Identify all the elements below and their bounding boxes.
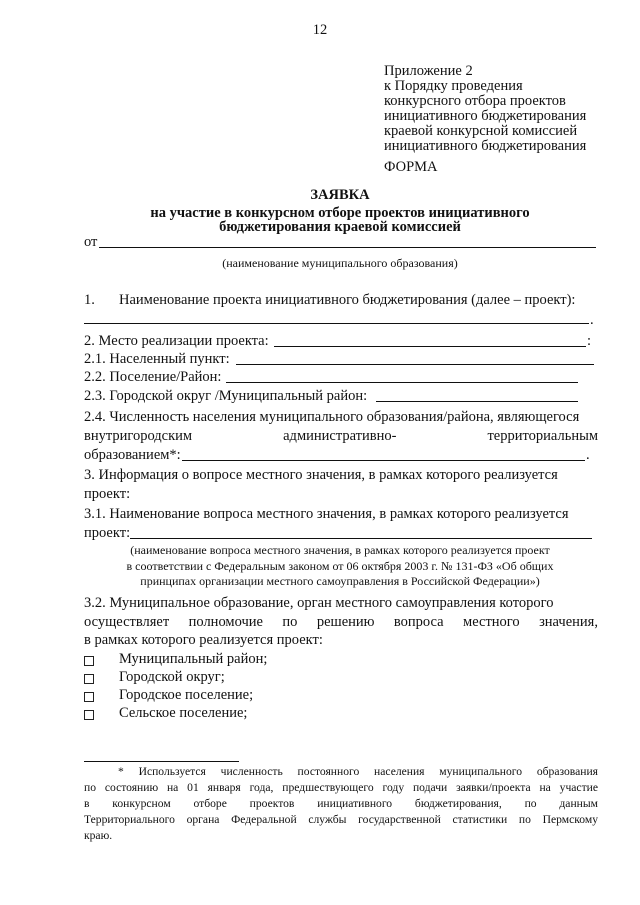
page-number: 12 bbox=[312, 22, 328, 38]
appendix-line: краевой конкурсной комиссией bbox=[384, 123, 578, 139]
option-label: Городское поселение; bbox=[119, 687, 254, 703]
word: по bbox=[282, 614, 298, 630]
issue-caption-line3: принципах организации местного самоуправления в Российской Федерации») bbox=[140, 574, 540, 588]
appendix-line: конкурсного отбора проектов bbox=[384, 93, 566, 109]
project-name-label: Наименование проекта инициативного бюджетирования (далее – проект): bbox=[119, 292, 576, 308]
issue-name-field[interactable] bbox=[130, 538, 592, 539]
document-subtitle: бюджетирования краевой комиссией bbox=[219, 219, 461, 235]
city-district-label: 2.3. Городской округ /Муниципальный район: bbox=[84, 388, 368, 404]
appendix-line: инициативного бюджетирования bbox=[384, 108, 587, 124]
line-end-mark: : bbox=[587, 333, 592, 349]
population-label-line3: образованием*: bbox=[84, 447, 181, 463]
word: осуществляет bbox=[84, 614, 170, 630]
appendix-line: инициативного бюджетирования bbox=[384, 138, 587, 154]
project-name-field[interactable] bbox=[84, 323, 589, 324]
issue-caption-line1: (наименование вопроса местного значения, в рамках которого реализуется проект bbox=[130, 543, 550, 557]
footnote-line: * Используется численность постоянного населения муниципального образования bbox=[118, 765, 598, 778]
line-end-mark: . bbox=[586, 447, 590, 463]
checkbox-urban-settlement[interactable] bbox=[84, 692, 94, 702]
footnote-line: по состоянию на 01 января года, предшествующего году подачи заявки/проекта на участие bbox=[84, 781, 598, 794]
from-label: от bbox=[84, 234, 98, 250]
city-district-field[interactable] bbox=[376, 401, 578, 402]
municipality-name-field[interactable] bbox=[99, 247, 596, 248]
option-label: Сельское поселение; bbox=[119, 705, 248, 721]
word: полномочие bbox=[188, 614, 263, 630]
issue-name-label: 3.1. Наименование вопроса местного значения, в рамках которого реализуется bbox=[84, 506, 569, 522]
population-label: 2.4. Численность населения муниципального образования/района, являющегося bbox=[84, 409, 580, 425]
word: административно- bbox=[283, 428, 397, 444]
word: решению bbox=[316, 614, 375, 630]
item-number: 1. bbox=[84, 292, 95, 308]
word: местного bbox=[463, 614, 520, 630]
checkbox-municipal-district[interactable] bbox=[84, 656, 94, 666]
settlement-label: 2.1. Населенный пункт: bbox=[84, 351, 230, 367]
authority-label-line2 bbox=[84, 614, 598, 631]
footnote-line: краю. bbox=[84, 829, 113, 842]
issue-name-label-line2: проект: bbox=[84, 525, 131, 541]
checkbox-rural-settlement[interactable] bbox=[84, 710, 94, 720]
footnote-line: в конкурсном отборе проектов инициативного бюджетирования, по данным bbox=[84, 797, 598, 810]
location-label: 2. Место реализации проекта: bbox=[84, 333, 269, 349]
footnote-separator bbox=[84, 761, 239, 762]
checkbox-city-district[interactable] bbox=[84, 674, 94, 684]
authority-label: 3.2. Муниципальное образование, орган местного самоуправления которого bbox=[84, 595, 554, 611]
option-label: Городской округ; bbox=[119, 669, 225, 685]
word: внутригородским bbox=[84, 428, 193, 444]
appendix-line: Приложение 2 bbox=[384, 63, 473, 79]
local-issue-label-line2: проект: bbox=[84, 486, 131, 502]
settlement-field[interactable] bbox=[236, 364, 594, 365]
document-title: ЗАЯВКА bbox=[310, 187, 370, 203]
municipality-caption: (наименование муниципального образования) bbox=[222, 256, 458, 270]
word: значения, bbox=[539, 614, 598, 630]
population-label-line2 bbox=[84, 428, 598, 445]
appendix-line: к Порядку проведения bbox=[384, 78, 523, 94]
option-label: Муниципальный район; bbox=[119, 651, 268, 667]
word: территориальным bbox=[487, 428, 598, 444]
district-label: 2.2. Поселение/Район: bbox=[84, 369, 222, 385]
district-field[interactable] bbox=[226, 382, 578, 383]
document-subtitle: на участие в конкурсном отборе проектов инициативного bbox=[150, 205, 530, 221]
authority-label-line3: в рамках которого реализуется проект: bbox=[84, 632, 323, 648]
footnote-line: Территориального органа Федеральной службы государственной статистики по Пермскому bbox=[84, 813, 598, 826]
issue-caption-line2: в соответствии с Федеральным законом от 06 октября 2003 г. № 131-ФЗ «Об общих bbox=[126, 559, 554, 573]
local-issue-label: 3. Информация о вопросе местного значения, в рамках которого реализуется bbox=[84, 467, 558, 483]
location-field[interactable] bbox=[274, 346, 586, 347]
line-end-mark: . bbox=[590, 312, 594, 328]
form-label: ФОРМА bbox=[384, 159, 438, 175]
word: вопроса bbox=[393, 614, 444, 630]
population-field[interactable] bbox=[182, 460, 585, 461]
